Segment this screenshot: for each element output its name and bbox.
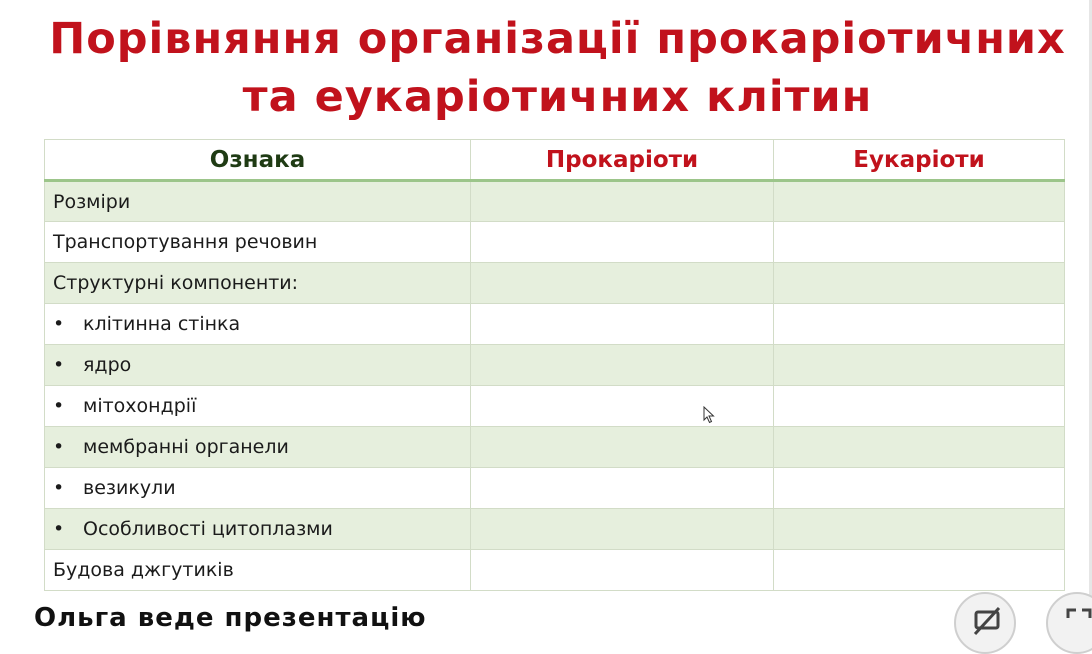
eukaryotes-cell: [774, 468, 1065, 509]
table-header-row: [45, 140, 1065, 181]
slide-title-line2: та еукаріотичних клітин: [242, 72, 873, 122]
prokaryotes-cell: [471, 509, 774, 550]
eukaryotes-cell: [774, 386, 1065, 427]
table-row: [45, 509, 1065, 550]
table-row: [45, 468, 1065, 509]
prokaryotes-cell: [471, 386, 774, 427]
row-label: Структурні компоненти:: [53, 272, 299, 294]
feature-cell: [45, 181, 471, 222]
bullet-icon: •: [53, 436, 65, 458]
table-row: [45, 222, 1065, 263]
row-label: Розміри: [53, 190, 131, 213]
table-row: [45, 181, 1065, 222]
eukaryotes-cell: [774, 222, 1065, 263]
row-label: мембранні органели: [83, 436, 289, 458]
row-label: ядро: [83, 354, 132, 376]
table-row: [45, 263, 1065, 304]
table-row: [45, 386, 1065, 427]
row-label: мітохондрії: [83, 395, 197, 417]
bullet-icon: •: [53, 354, 65, 376]
prokaryotes-cell: [471, 345, 774, 386]
eukaryotes-cell: [774, 550, 1065, 591]
eukaryotes-cell: [774, 263, 1065, 304]
prokaryotes-cell: [471, 263, 774, 304]
feature-cell: [45, 509, 471, 550]
bullet-icon: •: [53, 518, 65, 540]
prokaryotes-cell: [471, 181, 774, 222]
eukaryotes-cell: [774, 509, 1065, 550]
feature-cell: [45, 386, 471, 427]
eukaryotes-cell: [774, 181, 1065, 222]
stop-presenting-icon: [970, 604, 1004, 638]
bullet-icon: •: [53, 313, 65, 335]
row-label: клітинна стінка: [83, 313, 241, 335]
feature-cell: [45, 345, 471, 386]
column-header-eukaryotes: Еукаріоти: [774, 140, 1065, 181]
eukaryotes-cell: [774, 345, 1065, 386]
column-header-feature: Ознака: [45, 140, 471, 181]
row-label: везикули: [83, 477, 176, 499]
feature-cell: [45, 304, 471, 345]
table-row: [45, 427, 1065, 468]
stop-presenting-button[interactable]: [954, 592, 1016, 654]
slide-title: [0, 10, 1092, 126]
table-row: [45, 550, 1065, 591]
slide-title-line1: Порівняння організації прокаріотичних: [49, 14, 1066, 64]
feature-cell: [45, 222, 471, 263]
feature-cell: [45, 550, 471, 591]
prokaryotes-cell: [471, 468, 774, 509]
table-row: [45, 345, 1065, 386]
row-label: Транспортування речовин: [53, 231, 318, 253]
prokaryotes-cell: [471, 222, 774, 263]
mouse-pointer-icon: [703, 406, 715, 424]
feature-cell: [45, 468, 471, 509]
row-label: Особливості цитоплазми: [83, 518, 333, 540]
bullet-icon: •: [53, 477, 65, 499]
prokaryotes-cell: [471, 550, 774, 591]
bullet-icon: •: [53, 395, 65, 417]
feature-cell: [45, 263, 471, 304]
fullscreen-icon: [1062, 604, 1092, 638]
row-label: Будова джгутиків: [53, 559, 234, 581]
presenter-status-text: Ольга веде презентацію: [34, 603, 427, 633]
eukaryotes-cell: [774, 427, 1065, 468]
table-row: [45, 304, 1065, 345]
feature-cell: [45, 427, 471, 468]
comparison-table: [44, 139, 1065, 591]
eukaryotes-cell: [774, 304, 1065, 345]
prokaryotes-cell: [471, 427, 774, 468]
prokaryotes-cell: [471, 304, 774, 345]
column-header-prokaryotes: Прокаріоти: [471, 140, 774, 181]
